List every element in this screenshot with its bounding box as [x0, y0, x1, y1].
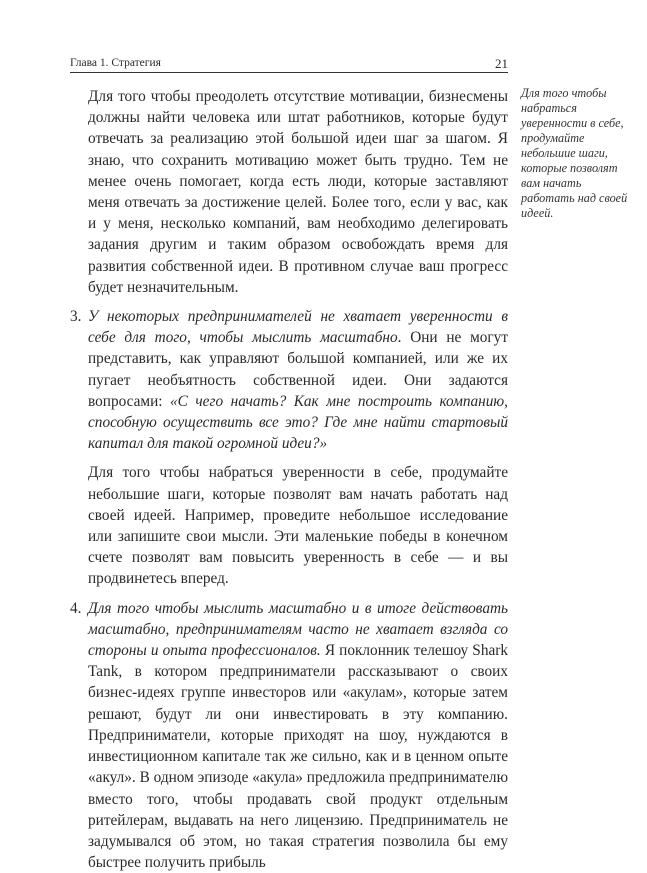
- margin-note: Для того чтобы набраться уверенности в себе, продумайте небольшие шаги, которые позволят вам начать работать над своей идеей.: [521, 86, 628, 220]
- list-item-text: [88, 306, 508, 454]
- item-text: . Они не могут представить, как управляют большой компанией, или же их пугает необъятность собственной идеи. Они задаются вопросами:: [88, 329, 508, 410]
- item-text: Я поклонник телешоу Shark Tank, в котором предприниматели рассказывают о своих бизнес-идеях группе инвесторов или «акулам», которые затем решают, будут ли они инвестировать в эту компанию. Предприниматели, которые приходят на шоу, нуждаются в инвестиционном капитале так же сильно, как и в ценном опыте «акул». В одном эпизоде «акула» предложила предпринимателю вместо того, чтобы продавать свой продукт отдельным ритейлерам, выдавать на него лицензию. Предприниматель не задумывался об этом, но такая стратегия позволила бы ему быстрее получить прибыль: [88, 642, 508, 872]
- italic-lead: У некоторых предпринимателей не хватает уверенности в себе для того, чтобы мыслить масштабно: [88, 308, 508, 347]
- list-number: 3.: [70, 308, 82, 326]
- list-number: 4.: [70, 599, 82, 617]
- italic-lead: Для того чтобы мыслить масштабно и в итоге действовать масштабно, предпринимателям часто не хватает взгляда со стороны и опыта профессионалов.: [88, 599, 508, 660]
- running-head: [70, 56, 508, 73]
- chapter-title: Глава 1. Стратегия: [70, 57, 161, 69]
- paragraph-motivation: Для того чтобы преодолеть отсутствие мотивации, бизнесмены должны найти человека или штат работников, которые будут отвечать за реализацию этой большой идеи шаг за шагом. Я знаю, что сохранить мотивацию может быть трудно. Тем не менее очень помогает, когда есть люди, которые заставляют меня отвечать за достижение целей. Более того, если у вас, как и у меня, несколько компаний, вам необходимо делегировать задания другим и таким образом освобождать время для развития собственной идеи. В противном случае ваш прогресс будет незначительным.: [88, 88, 508, 296]
- italic-quote: «С чего начать? Как мне построить компанию, способную осуществить все это? Где мне найти стартовый капитал для такой огромной идеи?»: [88, 392, 509, 453]
- paragraph-confidence: Для того чтобы набраться уверенности в себе, продумайте небольшие шаги, которые позволят вам начать работать над своей идеей. Например, проведите небольшое исследование или запишите свои мысли. Эти маленькие победы в конечном счете позволят вам повысить уверенность в себе — и вы продвинетесь вперед.: [88, 464, 508, 588]
- body-text: [70, 86, 509, 873]
- list-item-3: [70, 306, 509, 454]
- page-number: 21: [495, 56, 508, 71]
- list-item-4: [70, 598, 508, 873]
- list-item-text: [88, 598, 508, 873]
